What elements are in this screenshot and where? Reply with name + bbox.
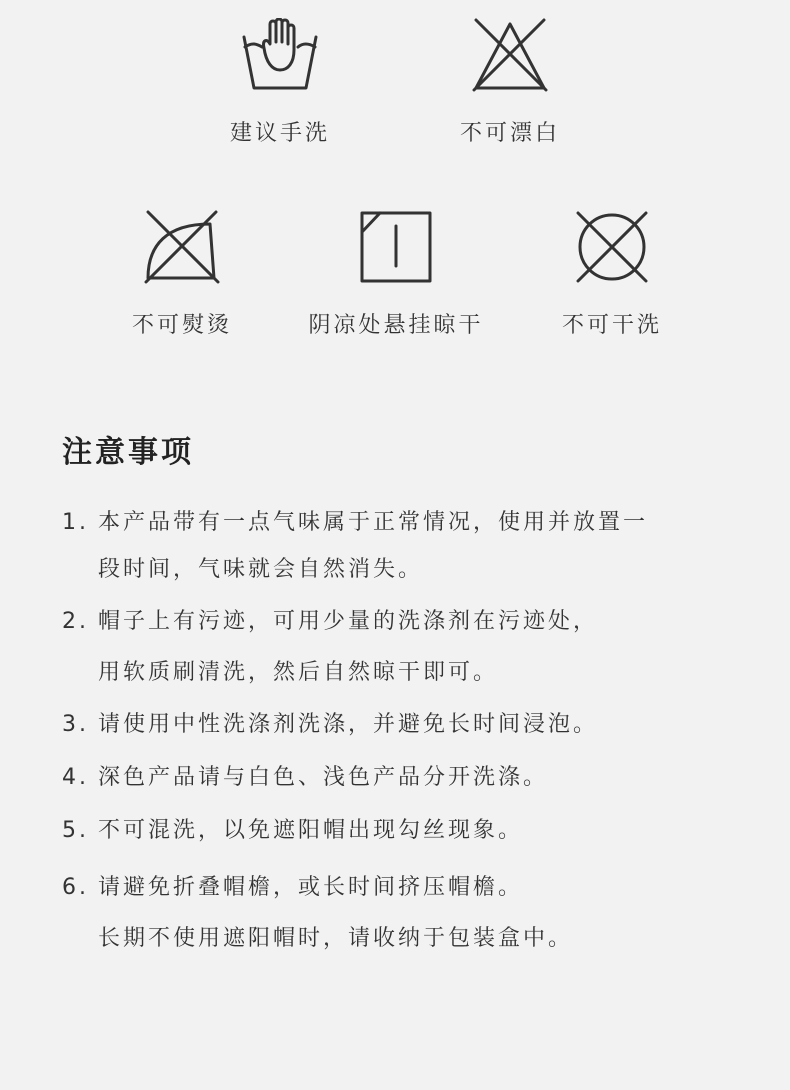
notes-title: 注意事项 bbox=[62, 435, 194, 470]
no-dry-clean-icon bbox=[572, 210, 652, 286]
note-line: 本产品带有一点气味属于正常情况，使用并放置一 bbox=[98, 510, 649, 535]
care-hand-wash bbox=[180, 18, 380, 147]
note-item bbox=[62, 813, 762, 849]
note-line: 段时间，气味就会自然消失。 bbox=[98, 557, 424, 582]
note-item bbox=[62, 862, 762, 964]
note-number: 3. bbox=[62, 712, 89, 737]
dry-in-shade-icon bbox=[356, 210, 436, 286]
note-item bbox=[62, 596, 762, 698]
note-line: 长期不使用遮阳帽时，请收纳于包装盒中。 bbox=[98, 926, 574, 951]
note-number: 6. bbox=[62, 875, 89, 900]
no-bleach-icon bbox=[470, 18, 550, 94]
note-item bbox=[62, 760, 762, 796]
note-line: 请避免折叠帽檐，或长时间挤压帽檐。 bbox=[98, 875, 524, 900]
care-label-line-dry-shade: 阴凉处悬挂晾干 bbox=[308, 313, 484, 338]
care-label-hand-wash: 建议手洗 bbox=[229, 121, 330, 146]
care-label-no-bleach: 不可漂白 bbox=[459, 121, 560, 146]
note-line: 深色产品请与白色、浅色产品分开洗涤。 bbox=[98, 765, 549, 790]
note-line: 不可混洗，以免遮阳帽出现勾丝现象。 bbox=[98, 818, 524, 843]
care-no-iron bbox=[82, 210, 282, 339]
note-number: 2. bbox=[62, 609, 89, 634]
hand-wash-icon bbox=[240, 18, 320, 94]
care-label-no-dry-clean: 不可干洗 bbox=[561, 313, 662, 338]
care-no-dry-clean bbox=[512, 210, 712, 339]
note-number: 1. bbox=[62, 510, 89, 535]
care-line-dry-shade bbox=[296, 210, 496, 339]
note-line: 用软质刷清洗，然后自然晾干即可。 bbox=[98, 660, 499, 685]
care-label-no-iron: 不可熨烫 bbox=[131, 313, 232, 338]
note-item bbox=[62, 707, 762, 743]
note-line: 帽子上有污迹，可用少量的洗涤剂在污迹处， bbox=[98, 609, 599, 634]
no-iron-icon bbox=[142, 210, 222, 286]
care-no-bleach bbox=[410, 18, 610, 147]
note-item bbox=[62, 499, 762, 593]
note-line: 请使用中性洗涤剂洗涤，并避免长时间浸泡。 bbox=[98, 712, 599, 737]
note-number: 4. bbox=[62, 765, 89, 790]
note-number: 5. bbox=[62, 818, 89, 843]
